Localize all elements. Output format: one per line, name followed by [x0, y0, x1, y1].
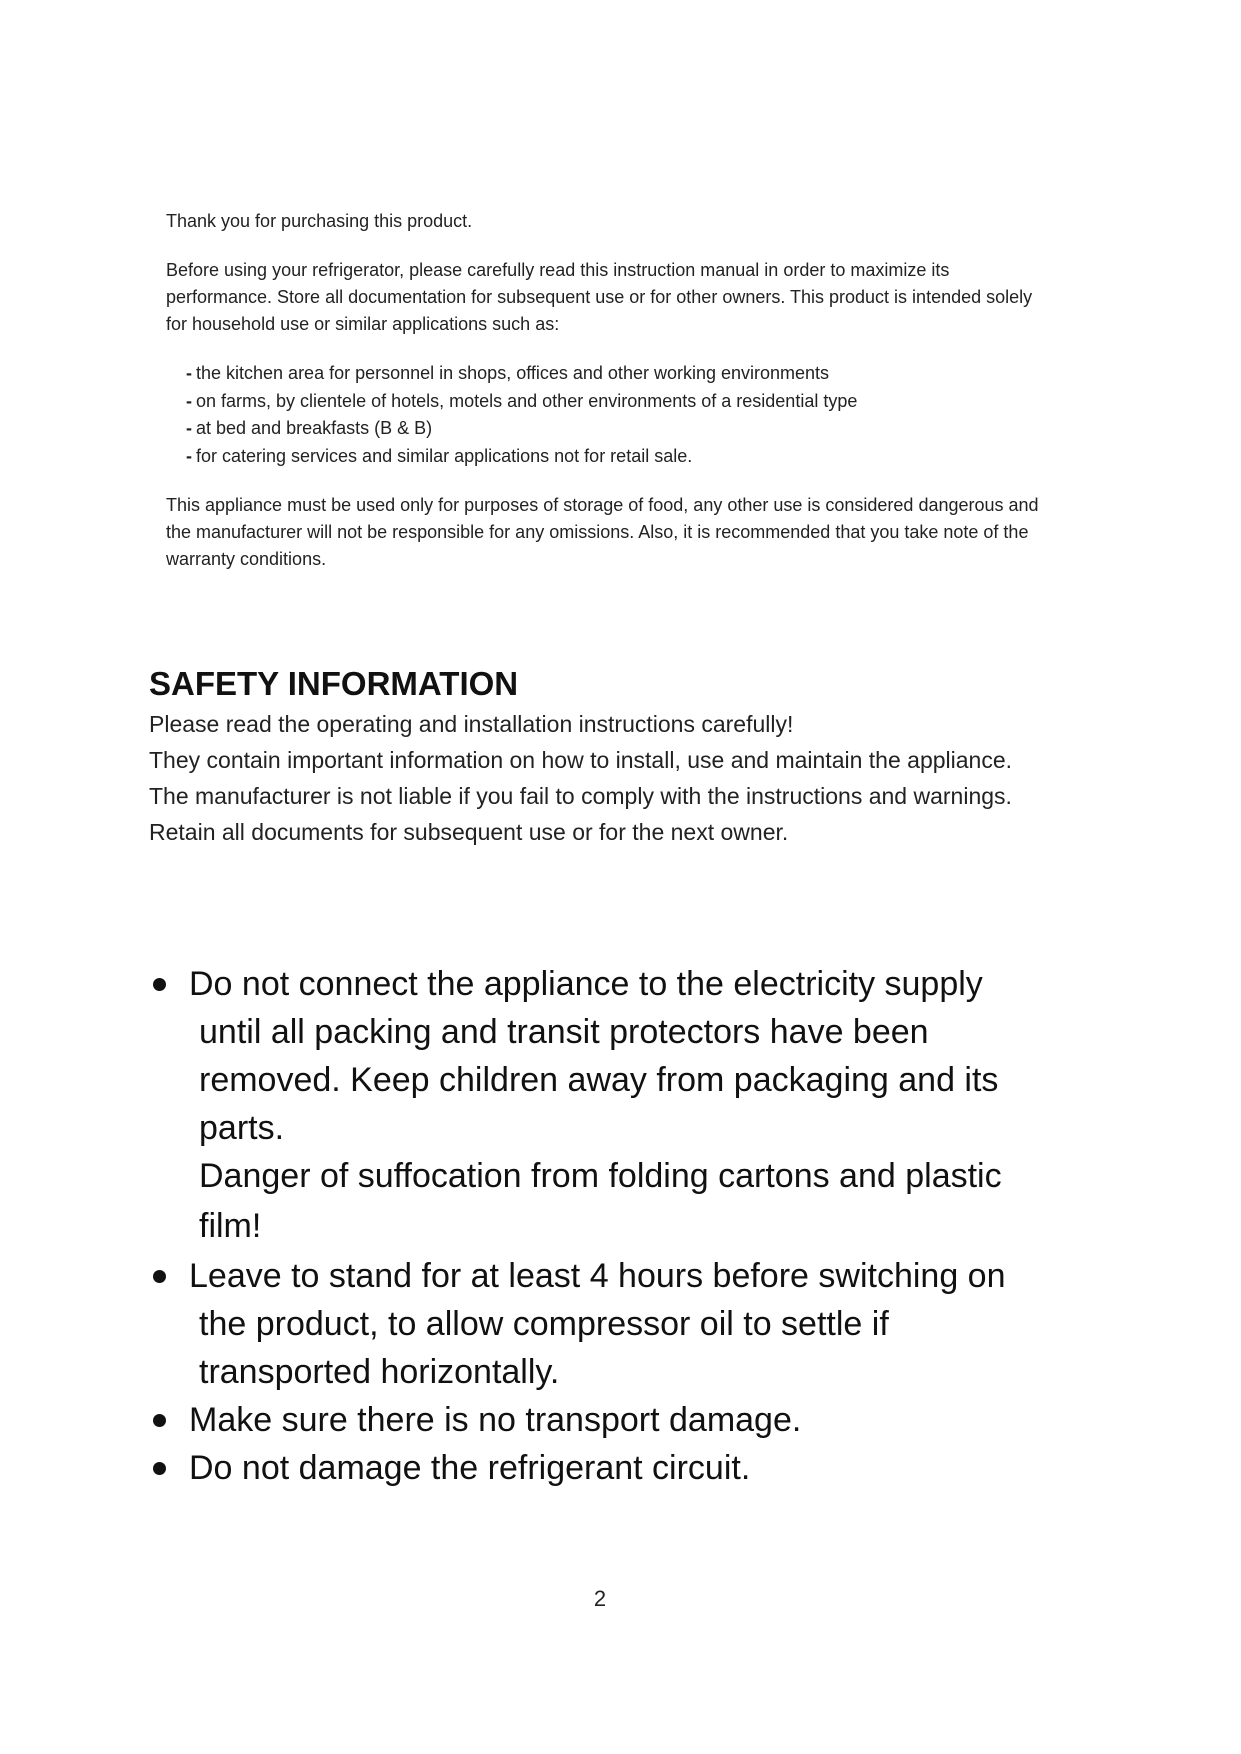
bullet-icon [153, 1414, 166, 1427]
safety-section [149, 662, 1069, 850]
intended-uses-list [166, 360, 1046, 470]
bullet-item: Make sure there is no transport damage. [149, 1396, 1049, 1444]
bullet-icon [153, 1462, 166, 1475]
page-number: 2 [593, 1586, 607, 1611]
safety-paragraph: Retain all documents for subsequent use or for the next owner. [149, 819, 789, 845]
safety-paragraph: The manufacturer is not liable if you fail to comply with the instructions and warnings. [149, 783, 1012, 809]
list-item: - on farms, by clientele of hotels, motels and other environments of a residential type [186, 390, 858, 411]
bullet-item: Leave to stand for at least 4 hours before switching on the product, to allow compressor oil to settle if transported horizontally. [149, 1252, 1049, 1396]
list-item: - for catering services and similar applications not for retail sale. [186, 445, 693, 466]
safety-bullet-list [149, 960, 1049, 1492]
before-using-text: Before using your refrigerator, please carefully read this instruction manual in order to maximize its performance. Store all documentation for subsequent use or for other owners. This product is intended solely for household use or similar applications such as: [166, 260, 1033, 334]
usage-warning-text: This appliance must be used only for purposes of storage of food, any other use is considered dangerous and the manufacturer will not be responsible for any omissions. Also, it is recommended that you take note of the warranty conditions. [166, 495, 1039, 569]
bullet-icon [153, 978, 166, 991]
thanks-text: Thank you for purchasing this product. [166, 211, 473, 231]
list-item: - at bed and breakfasts (B & B) [186, 418, 433, 438]
bullet-icon [153, 1270, 166, 1283]
safety-title: SAFETY INFORMATION [149, 665, 519, 702]
bullet-item: Do not damage the refrigerant circuit. [149, 1444, 1049, 1492]
list-item: - the kitchen area for personnel in shops, offices and other working environments [186, 363, 830, 383]
bullet-item: Do not connect the appliance to the electricity supply until all packing and transit protectors have been removed. Keep children away from packaging and its parts. Danger of suffocation from folding cartons and plastic film! [149, 960, 1049, 1252]
safety-paragraph: Please read the operating and installation instructions carefully! [149, 711, 794, 737]
safety-paragraph: They contain important information on how to install, use and maintain the appliance. [149, 747, 1013, 773]
intro-section [166, 208, 1046, 595]
